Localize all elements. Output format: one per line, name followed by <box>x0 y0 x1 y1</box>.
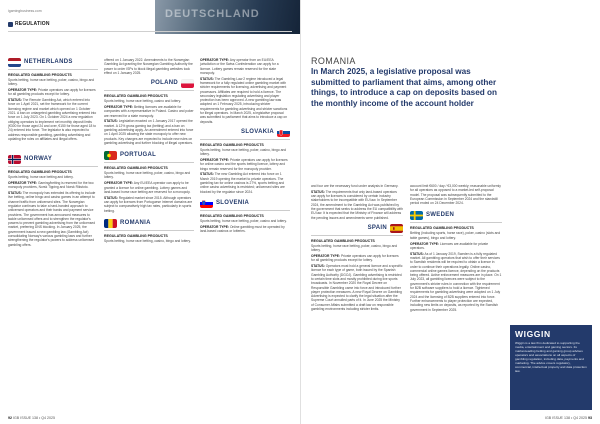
country-norway <box>8 155 98 247</box>
wiggin-box <box>510 325 592 410</box>
header-rule <box>8 31 292 32</box>
spain-flag-icon <box>390 224 403 233</box>
products-heading: REGULATED GAMBLING PRODUCTS <box>8 170 72 175</box>
romania-flag-icon <box>104 219 117 228</box>
operator-type: OPERATOR TYPE: Private operators can apply for licences for online casino and the sports betting licence, lottery and bingo remain reserved for the monopoly provider. <box>200 158 288 171</box>
country-name: NORWAY <box>24 156 53 163</box>
country-portugal <box>104 151 194 213</box>
products-heading: REGULATED GAMBLING PRODUCTS <box>200 142 264 147</box>
operator-type: OPERATOR TYPE: Any EU/EEA operator can apply to be granted a licence for online gambling. Lottery games and land-based horse race betting are reserved for a monopoly. <box>104 181 191 194</box>
products-heading: REGULATED GAMBLING PRODUCTS <box>410 226 474 231</box>
left-column-3 <box>200 58 290 235</box>
country-name: PORTUGAL <box>120 152 157 159</box>
portugal-flag-icon <box>104 151 117 160</box>
section-header <box>8 21 50 27</box>
romania-continued: account limit €600 / day / €3,000 weekly; reasonable uniformly for all operators as opposed to a market-led self-proposal model. The proposal was subsequently submitted to the European Commission in September 2024 and the standstill period ended on 24 December 2024. <box>410 184 501 206</box>
products-heading: REGULATED GAMBLING PRODUCTS <box>200 213 264 218</box>
right-column-1 <box>311 184 403 313</box>
country-header <box>311 224 403 233</box>
status: STATUS: As of 1 January 2019, Sweden is a fully regulated market. All gambling operators that wish to offer their services to Swedish residents will be required to obtain a licence in order to continue their operations legally. Online casino, commercial online games licence, depending on the products being offered. Active enforcement measures are in place. On 1 July 2023, all gambling licences were subject to the government's stricter rules in connection with the requirement for B2B software suppliers to hold a licence. Tightened requirements for gambling advertising were adopted on 1 July 2024 and the licensing of B2B suppliers entered into force. Further enhancements to player protection are expected, including new limits on deposits, as reported by the Swedish government in September 2025. <box>410 251 502 312</box>
status: STATUS: Operators must hold a general licence and a specific licence for each type of game, both issued by the Spanish Gambling Authority (DGOJ). Gambling advertising is restricted to certain time slots and mostly prohibited during live sports broadcasts. In November 2020 the Royal Decree on Responsible Gambling came into force and introduced further player protection measures. A new Royal Decree on Gambling Advertising is expected to clarify the legal situation after the Supreme Court annulled parts of it. In June 2025 the Ministry of Consumer Affairs submitted a draft law on responsible gambling environments including stricter limits. <box>311 264 403 312</box>
products-text: Sports betting, horse race betting, poker, casino, bingo and lottery. <box>8 78 95 87</box>
wiggin-text: Wiggin is a law firm dedicated to supporting the media, entertainment and gaming sectors. Its market-leading betting and gaming group advises operators and associations on all aspects of gambling regulation, including data, payments and marketing. The advice covers regulatory, commercial, intellectual property and data protection law. <box>515 341 587 373</box>
netherlands-flag-icon <box>8 58 21 67</box>
country-header <box>104 151 194 160</box>
country-header <box>410 211 502 220</box>
operator-type: OPERATOR TYPE: Private operators can apply for licences for all gambling products except for lottery. <box>311 253 399 263</box>
operator-type: OPERATOR TYPE: Betting licences are available for companies with a representative in Poland. Casino and poker are reserved for a state monopoly. <box>104 104 194 118</box>
status: STATUS: Regulated market since 2015. Although operators can apply for licences from Portuguese Internet domains are subject to comparatively high tax rates, particularly in sports betting. <box>104 195 193 213</box>
country-spain <box>311 224 403 311</box>
products-heading: REGULATED GAMBLING PRODUCTS <box>8 73 72 77</box>
products-text: Sports betting, horse race betting, poker, casino, bingo and lottery. <box>311 243 398 253</box>
left-column-1 <box>8 58 98 249</box>
romania-kicker: ROMANIA <box>311 56 356 66</box>
country-name: ROMANIA <box>120 219 151 226</box>
country-name: SLOVENIA <box>216 199 250 206</box>
products-heading: REGULATED GAMBLING PRODUCTS <box>104 94 168 99</box>
divider <box>311 235 403 236</box>
country-romania-mini <box>104 219 194 243</box>
left-footer <box>8 416 55 420</box>
section-marker-icon <box>8 22 13 27</box>
status: STATUS: The Remote Gambling Act, which entered into force on 1 April 2021, set the framework for the current licensing regime and market which opened on 1 October 2021. A ban on untargeted gambling advertising entered into force on 1 July 2023. On 1 October 2024 a new regulation obliging operators to implement net monthly deposit limits (€300 for those aged 24 and over, €150 for those aged 18 to 24) entered into force. The legislator is also expected to address responsible gambling, gambling advertising and updating the rules on affiliates and illegal offers. <box>8 98 97 141</box>
divider <box>8 69 98 70</box>
divider <box>104 230 194 231</box>
operator-type: OPERATOR TYPE: Private operators can apply for licences for all gambling products except for lottery. <box>8 88 96 97</box>
operator-type: OPERATOR TYPE: Online gambling must be operated by land-based casinos or lotteries. <box>200 224 285 234</box>
slovenia-flag-icon <box>200 199 213 208</box>
divider <box>410 222 502 223</box>
country-sweden <box>410 211 502 311</box>
products-text: Sports betting, horse race betting, poker, casino and lottery. <box>200 218 287 223</box>
right-issue: IGB ISSUE 138 • Q4 2025 <box>544 416 587 420</box>
right-page <box>300 0 600 424</box>
country-name: SWEDEN <box>426 212 455 219</box>
country-header <box>8 155 98 164</box>
right-footer <box>545 416 592 420</box>
operator-type: OPERATOR TYPE: Licences are available for private operators. <box>410 241 489 250</box>
status: STATUS: Legislation enacted on 1 January 2017 opened the market. A 12% gross gaming tax (betting) and a ban on gambling advertising apply. An amendment entered into force on 1 April 2025 allowing the state monopoly to offer new products. Key changes are expected to include new rules on gambling advertising and further blocking of illegal operators. <box>104 119 194 145</box>
divider <box>200 139 290 140</box>
country-header <box>8 58 98 67</box>
products-heading: REGULATED GAMBLING PRODUCTS <box>104 166 168 171</box>
divider <box>104 162 194 163</box>
hero-photo <box>155 0 300 34</box>
left-page-number: 92 <box>8 416 12 420</box>
country-header <box>104 219 194 228</box>
romania-intro <box>311 56 511 109</box>
norway-continued: offered on 1 January 2022. Amendments to the Norwegian Gambling Act granting the Norwegian Gambling Authority the power to order ISPs to block illegal gambling websites took effect on 1 January 2025. <box>104 58 193 75</box>
products-text: Sports betting, horse race betting, poker, casino, bingo and lottery. <box>104 171 191 180</box>
products-text: Sports betting, horse race betting, casino and lottery. <box>104 99 181 104</box>
site-url: igamingbusiness.com <box>8 9 42 13</box>
country-header <box>200 128 290 137</box>
products-heading: REGULATED GAMBLING PRODUCTS <box>311 238 375 243</box>
country-slovakia <box>200 128 290 194</box>
country-name: SPAIN <box>367 224 387 231</box>
hero-text: DEUTSCHLAND <box>165 8 260 20</box>
country-name: POLAND <box>150 80 178 87</box>
wiggin-logo: WIGGIN <box>515 329 551 339</box>
romania-operator-type: OPERATOR TYPE: Any operator from an EU/EEA jurisdiction or the Swiss Confederation can apply for a licence. Lottery games remain reserved for the state monopoly. <box>200 58 279 75</box>
country-slovenia <box>200 199 290 233</box>
status: STATUS: The new Gambling Act entered into force on 1 March 2019 opening the market to private operators. The gambling tax for online casinos is 27%, sports betting and online casino advertising is restricted; unlicensed sites are blocked by the regulator since 2024. <box>200 172 285 194</box>
divider <box>200 210 290 211</box>
divider <box>104 90 194 91</box>
country-netherlands <box>8 58 98 141</box>
products-text: Betting (including sports, horse race), poker, casino (slots and table games), bingo and lottery. <box>410 231 501 240</box>
section-label: REGULATION <box>15 21 50 27</box>
left-issue: IGB ISSUE 138 • Q4 2025 <box>13 416 56 420</box>
norway-flag-icon <box>8 155 21 164</box>
right-column-2 <box>410 184 502 314</box>
intro-continued: and four are the necessary fund under analysis in Germany. <box>311 184 399 188</box>
operator-type: OPERATOR TYPE: Gaming/betting is reserved for the two monopoly providers, Norsk Tipping and Norsk Rikstoto. <box>8 180 94 190</box>
products-text: Sports betting, horse race betting, poker, casino, bingo and lottery. <box>200 147 287 157</box>
intro-status: STATUS: The requirements that only land-based operators can apply for licences is considered by certain industry stakeholders to be incompatible with EU law. In September 2024, the amendment to the Gambling Act was published by the government that seeks to address the EU compatibility with EU law. It is expected that the Ministry of Finance will address the pending issues and amendments were published. <box>311 189 403 220</box>
country-poland <box>104 79 194 145</box>
poland-flag-icon <box>181 79 194 88</box>
country-name: NETHERLANDS <box>24 59 73 65</box>
products-text: Sports betting, horse race betting and lottery. <box>8 175 74 180</box>
country-header <box>104 79 194 88</box>
divider <box>8 166 98 167</box>
products-heading: REGULATED GAMBLING PRODUCTS <box>104 233 168 238</box>
romania-status: STATUS: The Gambling Law 2 regime introduced a legal framework for a fully regulated online gambling market with stricter requirements for licensing, advertising and payment processors. Affiliates are required to hold a licence. The secondary legislation regulating advertising and player protection has been approved. A new gambling law was adopted on 1 February 2025, introducing stricter requirements for gambling advertising and stricter sanctions for illegal operators. In March 2025, a legislative proposal was submitted to parliament that aims to introduce a cap on deposits. <box>200 76 288 124</box>
products-text: Sports betting, horse race betting, casino, bingo and lottery. <box>104 238 191 243</box>
sweden-flag-icon <box>410 211 423 220</box>
country-header <box>200 199 290 208</box>
country-name: SLOVAKIA <box>241 128 274 135</box>
right-page-number: 93 <box>588 416 592 420</box>
status: STATUS: The monopoly has extended its offering to include live betting, online bingo and casino games in an attempt to channel traffic from unlicensed sites. The Norwegian regulator continues to take a hard-handed approach to unlicensed operators and their banks and payment service providers. The government has announced measures to tackle unlicensed offers and to strengthen the regulator's powers to prevent gambling advertising from the unlicensed market, preferring DNS blocking. In January 2025, the government issued a new gambling law (Gambling Act) consolidating Norway's various gambling laws and further strengthening the regulator's powers to address unlicensed gambling offers. <box>8 191 96 247</box>
slovakia-flag-icon <box>277 128 290 137</box>
romania-lead: In March 2025, a legislative proposal was submitted to parliament that aims, among other things, to introduce a cap on deposits based on the monthly income of the account holder <box>311 67 498 108</box>
left-column-2 <box>104 58 194 245</box>
